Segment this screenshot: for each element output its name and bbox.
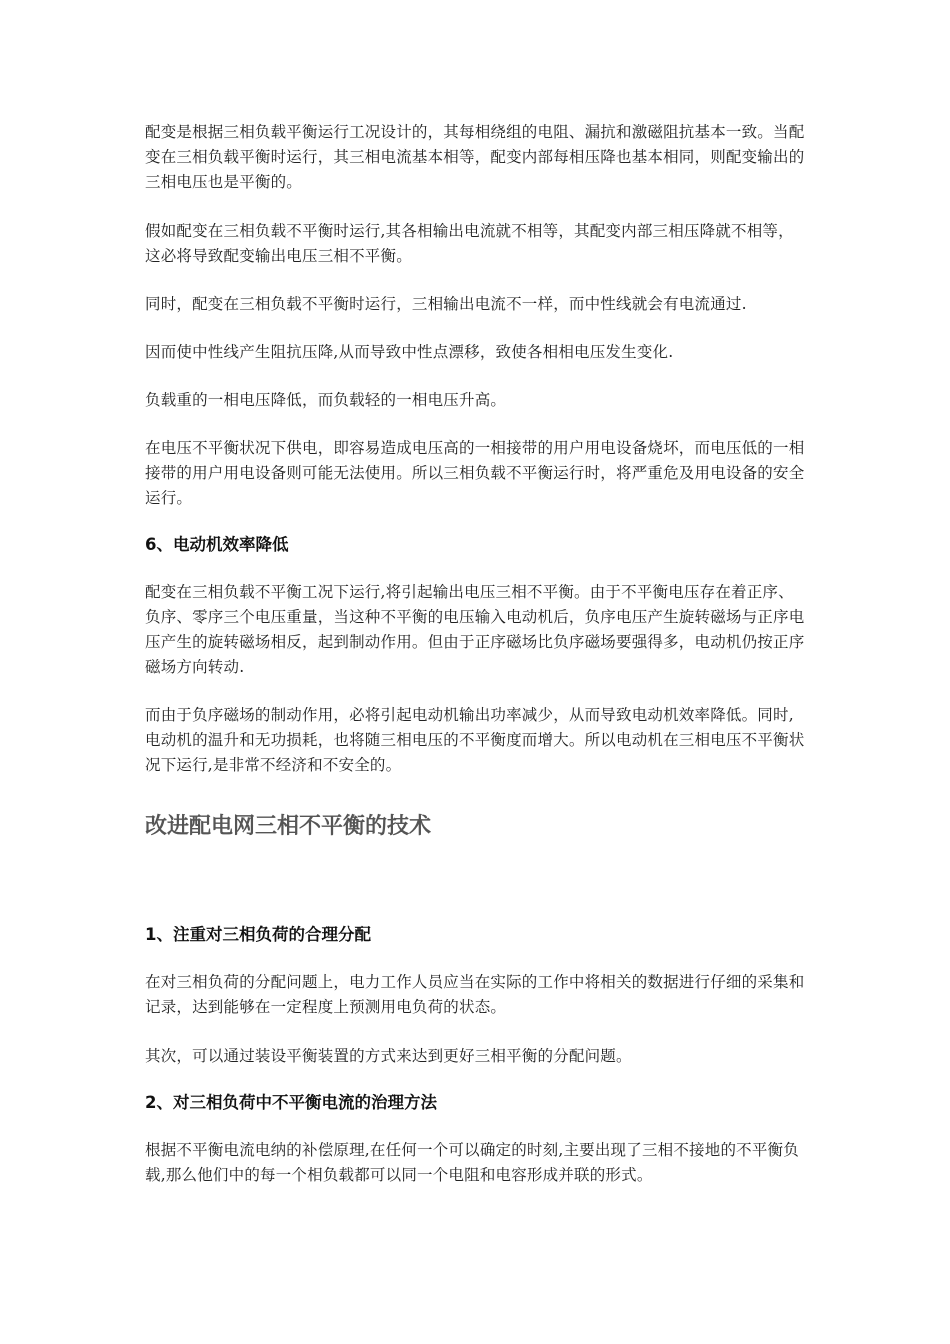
paragraph: 其次，可以通过装设平衡装置的方式来达到更好三相平衡的分配问题。 [145, 1047, 632, 1065]
paragraph: 同时，配变在三相负载不平衡时运行，三相输出电流不一样，而中性线就会有电流通过. [145, 295, 747, 313]
paragraph: 配变在三相负载不平衡工况下运行,将引起输出电压三相不平衡。由于不平衡电压存在着正序、负序、零序三个电压重量，当这种不平衡的电压输入电动机后，负序电压产生旋转磁场与正序电压产生的旋转磁场相反，起到制动作用。但由于正序磁场比负序磁场要强得多，电动机仍按正序磁场方向转动. [145, 583, 805, 676]
subheading: 1、注重对三相负荷的合理分配 [145, 925, 371, 944]
paragraph: 在对三相负荷的分配问题上，电力工作人员应当在实际的工作中将相关的数据进行仔细的采集和记录，达到能够在一定程度上预测用电负荷的状态。 [145, 973, 805, 1016]
paragraph: 在电压不平衡状况下供电，即容易造成电压高的一相接带的用户用电设备烧坏，而电压低的一相接带的用户用电设备则可能无法使用。所以三相负载不平衡运行时，将严重危及用电设备的安全运行。 [145, 439, 805, 507]
paragraph: 假如配变在三相负载不平衡时运行,其各相输出电流就不相等，其配变内部三相压降就不相等，这必将导致配变输出电压三相不平衡。 [145, 222, 794, 265]
document-body [145, 120, 805, 1188]
paragraph: 而由于负序磁场的制动作用，必将引起电动机输出功率减少，从而导致电动机效率降低。同时,电动机的温升和无功损耗，也将随三相电压的不平衡度而增大。所以电动机在三相电压不平衡状况下运行,是非常不经济和不安全的。 [145, 706, 805, 774]
paragraph: 根据不平衡电流电纳的补偿原理,在任何一个可以确定的时刻,主要出现了三相不接地的不平衡负载,那么他们中的每一个相负载都可以同一个电阻和电容形成并联的形式。 [145, 1141, 799, 1184]
subheading: 2、对三相负荷中不平衡电流的治理方法 [145, 1093, 437, 1112]
paragraph: 配变是根据三相负载平衡运行工况设计的，其每相绕组的电阻、漏抗和激磁阻抗基本一致。当配变在三相负载平衡时运行，其三相电流基本相等，配变内部每相压降也基本相同，则配变输出的三相电压也是平衡的。 [145, 123, 805, 191]
section-heading: 改进配电网三相不平衡的技术 [145, 814, 432, 839]
paragraph: 负载重的一相电压降低，而负载轻的一相电压升高。 [145, 391, 507, 409]
paragraph: 因而使中性线产生阻抗压降,从而导致中性点漂移，致使各相相电压发生变化. [145, 343, 674, 361]
subheading: 6、电动机效率降低 [145, 535, 289, 554]
